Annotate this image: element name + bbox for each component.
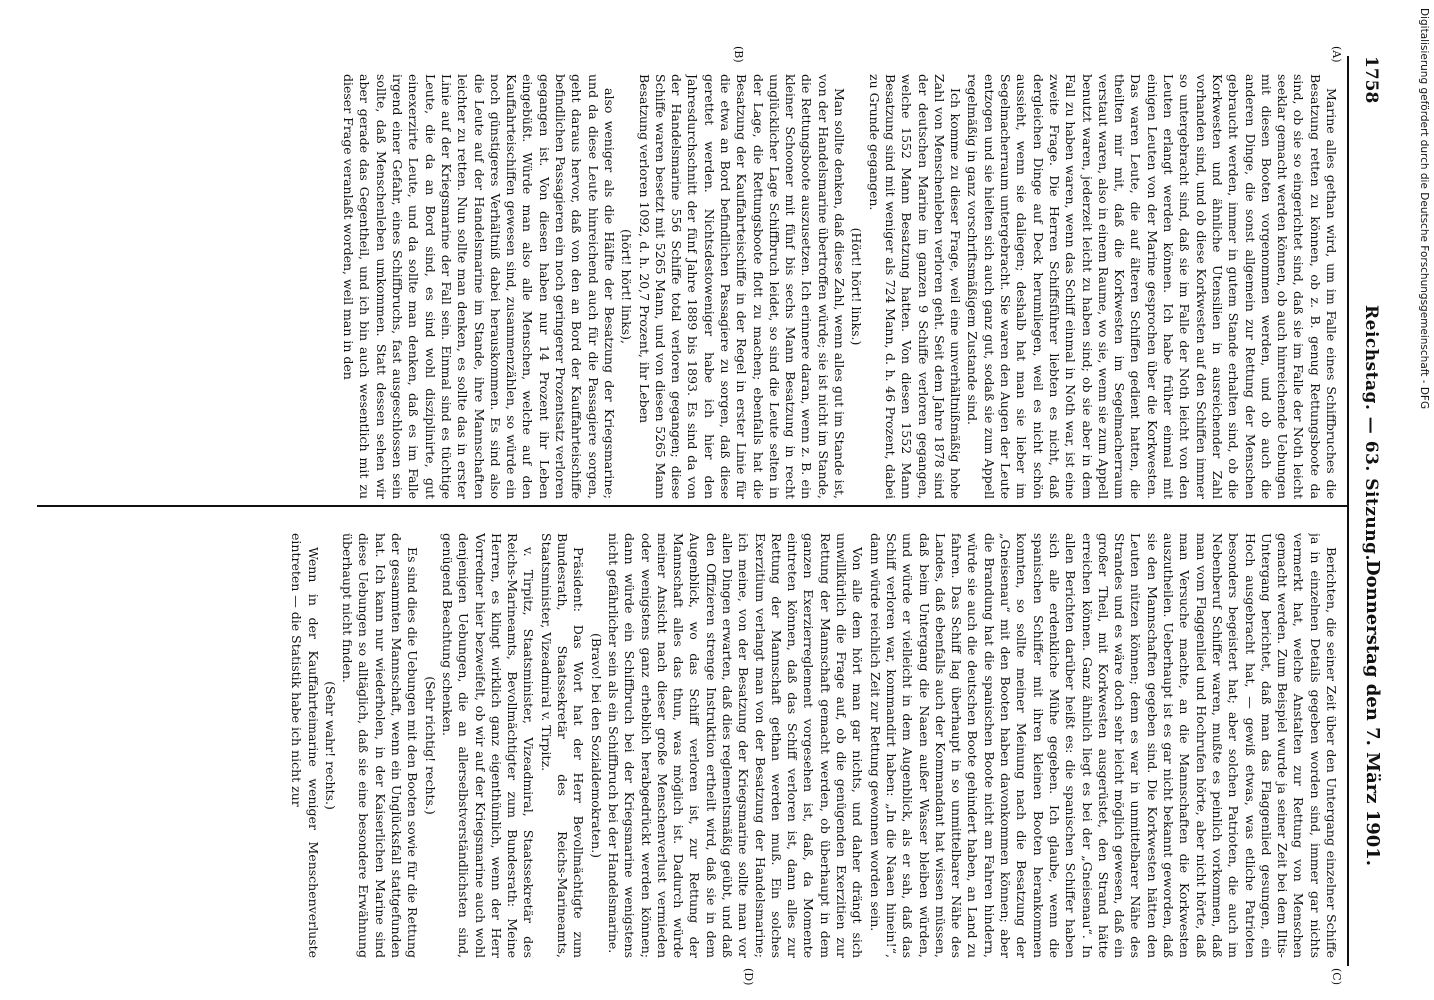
- paragraph: Von alle dem hört man gar nichts, und daher drängt sich unwillkürlich die Frage auf, ob die genügenden Exerzitien zur Rettung der Mannschaft gemacht werden, ob überhaupt in dem ganzen Exerzierreglement vorgesehen ist, daß, da Momente eintreten können, daß das Schiff verloren ist, dann alles zur Rettung der Mannschaft gethan werden muß. Ein solches Exerzitium verlangt man von der Besatzung der Handelsmarine; ich meine, von der Besatzung der Kriegsmarine sollte man vor allen Dingen erwarten, daß dies reglementsmäßig geübt, und daß den Offizieren strenge Instruktion ertheilt wird, daß sie in dem Augenblick, wo das Schiff verloren ist, zur Rettung der Mannschaft alles das thun, was möglich ist. Dadurch würde meiner Ansicht nach dieser große Menschenverlust vermieden oder wenigstens ganz erheblich herabgedrückt werden können; dann würde ein Schiffbruch bei der Kriegsmarine wenigstens nicht gefährlicher sein als ein Schiffbruch bei der Handelsmarine.: [605, 533, 866, 958]
- margin-mark-a: (A): [1330, 46, 1343, 63]
- digitization-credit: [1414, 8, 1430, 988]
- header-rule: [1347, 56, 1349, 966]
- interjection: (Sehr richtig! rechts.): [422, 676, 438, 815]
- paragraph: Ich komme zu dieser Frage, weil eine unverhältnißmäßig hohe Zahl von Menschenleben verloren geht. Seit dem Jahre 1878 sind der deutschen Marine im ganzen 9 Schiffe verloren gegangen, welche 1552 Mann Besatzung hatten. Von diesen 1552 Mann Besatzung sind mit weniger als 724 Mann, d. h. 46 Prozent, dabei zu Grunde gegangen.: [866, 74, 964, 499]
- right-column: [14, 533, 1339, 958]
- page-header: [1353, 0, 1387, 1000]
- paragraph: Man sollte denken, daß diese Zahl, wenn alles gut im Stande ist, von der Handelsmarine übertroffen würde; sie ist nicht im Stande, die Rettungsboote auszusetzen. Ich erinnere daran, wenn z. B. ein kleiner Schooner mit fünf bis sechs Mann Besatzung in recht unglücklicher Lage Schiffbruch leidet, so sind die Leute selten in der Lage, die Rettungsboote flott zu machen; ebenfalls hat die Besatzung der Kauffahrteischiffe in der Regel in erster Linie für die etwa an Bord befindlichen Passagiere zu sorgen, daß diese gerettet werden. Nichtsdestoweniger habe ich hier den Jahresdurchschnitt der fünf Jahre 1889 bis 1893. Es sind da von der Handelsmarine 556 Schiffe total verloren gegangen; diese Schiffe waren besetzt mit 5265 Mann, und von diesen 5265 Mann Besatzung verloren 1092, d. h. 20,7 Prozent, ihr Leben: [636, 74, 848, 499]
- speaker-paragraph: v. Tirpitz, Staatsminister, Vizeadmiral, Staatssekretär des Reichs-Marineamts, Bevollmächtigter zum Bundesrath: Meine Herren, es klingt wirklich ganz eigenthümlich, wenn der Herr Vorredner hier bezweifelt, ob wir auf der Kriegsmarine auch wohl denjenigen Uebungen, die an allerselbstverständlichsten sind, genügend Beachtung schenken.: [439, 533, 537, 958]
- paragraph: Es sind dies die Uebungen mit den Booten sowie für die Rettung der gesammten Mannschaft, wenn ein Unglücksfall stattgefunden hat. Ich kann nur wiederholen, in der Kaiserlichen Marine sind diese Uebungen so alltäglich, daß sie eine besondere Erwähnung überhaupt nicht finden.: [340, 533, 421, 958]
- paragraph: Berichten, die seiner Zeit über den Untergang einzelner Schiffe ja in einzelnen Details gegeben worden sind, immer gar nichts vermerkt hat, welche Anstalten zur Rettung von Menschen gemacht werden. Zum Beispiel wurde ja seiner Zeit bei dem Iltis-Untergang berichtet, daß man das Flaggenlied gesungen, ein Hoch ausgebracht hat, — gewiß etwas, was etliche Patrioten besonders begeistert hat; aber solchen Patrioten, die auch im Nebenberuf Schiffer waren, mußte es peinlich vorkommen, daß man vom Flaggenlied und Hochrufen hörte, aber nicht hörte, daß man Versuche machte, an die Mannschaften die Korkwesten auszutheilen. Ueberhaupt ist es gar nicht bekannt geworden, daß sie den Mannschaften gegeben sind. Die Korkwesten hätten den Leuten nützen können; denn es war in unmittelbarer Nähe des Strandes und es wäre doch sehr leicht möglich gewesen, daß ein großer Theil, mit Korkwesten ausgerüstet, den Strand hätte erreichen können. Ganz ähnlich liegt es bei der „Gneisenau“. In allen Berichten darüber heißt es: die spanischen Schiffer haben sich alle erdenkliche Mühe gegeben. Ich glaube, wenn die spanischen Schiffer mit ihren kleinen Booten herankommen konnten, so sollte meiner Meinung nach die Besatzung der „Gneisenau“ mit den Booten haben davonkommen können; aber die Brandung hat die spanischen Boote nicht am Fahren hindern, würde sie auch die deutschen Boote gehindert haben, an Land zu fahren. Das Schiff lag überhaupt in so unmittelbarer Nähe des Landes, daß ebenfalls auch der Kommandant hat wissen müssen, daß beim Untergang die Naaen außer Wasser bleiben würden, und würde er vielleicht in dem Augenblick, als er sah, daß das Schiff verloren war, kommandirt haben: „In die Naaen hinein!“, dann würde reichlich Zeit zur Rettung gewonnen worden sein.: [867, 533, 1339, 958]
- interjection: (hört! hört! links),: [619, 229, 635, 344]
- page-number: 1758: [1361, 56, 1381, 104]
- interjection: (Sehr wahr! rechts.): [322, 681, 338, 810]
- interjection: (Hört! hört! links.): [849, 227, 865, 346]
- paragraph: Wenn in der Kauffahrteimarine weniger Menschenverluste eintreten — die Statistik habe ich nicht zur: [289, 533, 321, 958]
- left-column: [14, 74, 1339, 499]
- credit-text: Digitalisierung gefördert durch die Deutsche Forschungsgemeinschaft - DFG: [1418, 8, 1430, 410]
- margin-mark-d: (D): [742, 968, 755, 986]
- margin-mark-b: (B): [732, 46, 745, 63]
- paragraph: also weniger als die Hälfte der Besatzung der Kriegsmarine; und da diese Leute hinreichend auch für die Passagiere sorgen, geht daraus hervor, daß von den an Bord der Kauffahrteischiffe befindlichen Passagieren ein noch geringerer Prozentsatz verloren gegangen ist. Von diesen haben nur 14 Prozent ihr Leben eingebüßt. Würde man also alle Menschen, welche auf den Kauffahrteischiffen gewesen sind, zusammenzählen, so würde ein noch günstigeres Verhältniß dabei herauskommen. Es sind also die Leute auf der Handelsmarine im Stande, ihre Mannschaften leichter zu retten. Nun sollte man denken, es sollte das in erster Linie auf der Kriegsmarine der Fall sein. Einmal sind es tüchtige Leute, die da an Bord sind, es sind wohl disziplinirte, gut einexerzirte Leute, und da sollte man denken, daß es im Falle irgend einer Gefahr, eines Schiffbruchs, fast ausgeschlossen sein sollte, daß Menschenleben umkommen. Statt dessen sehen wir aber gerade das Gegentheil, und ich bin auch wesentlich mit zu dieser Frage veranlaßt worden, weil man in den: [341, 74, 617, 499]
- session-date: Donnerstag den 7. März 1901.: [1362, 560, 1383, 867]
- speaker-paragraph: Präsident: Das Wort hat der Herr Bevollmächtigte zum Bundesrath, Staatssekretär des Reichs-Marineamts, Staatsminister, Vizeadmiral v. Tirpitz.: [538, 533, 587, 958]
- session-title: Reichstag. — 63. Sitzung.: [1361, 305, 1381, 561]
- column-divider: [37, 505, 1347, 507]
- paragraph: Marine alles gethan wird, um im Falle eines Schiffbruches die Besatzung retten zu können, ob z. B. genug Rettungsboote da sind, ob sie so eingerichtet sind, daß sie im Falle der Noth leicht seeklar gemacht werden können, ob auch hinreichende Uebungen mit diesen Booten vorgenommen werden, und ob auch die anderen Dinge, die sonst allgemein zur Rettung der Menschen gebraucht werden, immer in gutem Stande erhalten sind, ob die Korkwesten und ähnliche Utensilien in ausreichender Zahl vorhanden sind, und ob diese Korkwesten auf den Schiffen immer so untergebracht sind, daß sie im Falle der Noth leicht von den Leuten erlangt werden können. Ich habe früher einmal mit einigen Leuten von der Marine gesprochen über die Korkwesten. Das waren Leute, die auf älteren Schiffen gedient hatten, die theilten mir mit, daß die Korkwesten im Segelmacherraum verstaut waren, also in einem Raume, wo sie, wenn sie zum Appell benutzt waren, jederzeit leicht zu haben sind; ob sie aber in dem Fall zu haben waren, wenn das Schiff einmal in Noth war, ist eine zweite Frage. Die Herren Schiffsführer liebten es nicht, daß dergleichen Dinge auf Deck herumliegen, weil es nicht schön aussieht, wenn sie daliegen; deshalb hat man sie lieber im Segelmacherraum untergebracht. Sie waren den Augen der Leute entzogen und sie hielten sich auch ganz gut, sodaß sie zum Appell regelmäßig in ganz vorschriftsmäßigem Zustande sind.: [965, 74, 1339, 499]
- margin-mark-c: (C): [1330, 968, 1343, 985]
- interjection: (Bravo! bei den Sozialdemokraten.): [588, 632, 604, 859]
